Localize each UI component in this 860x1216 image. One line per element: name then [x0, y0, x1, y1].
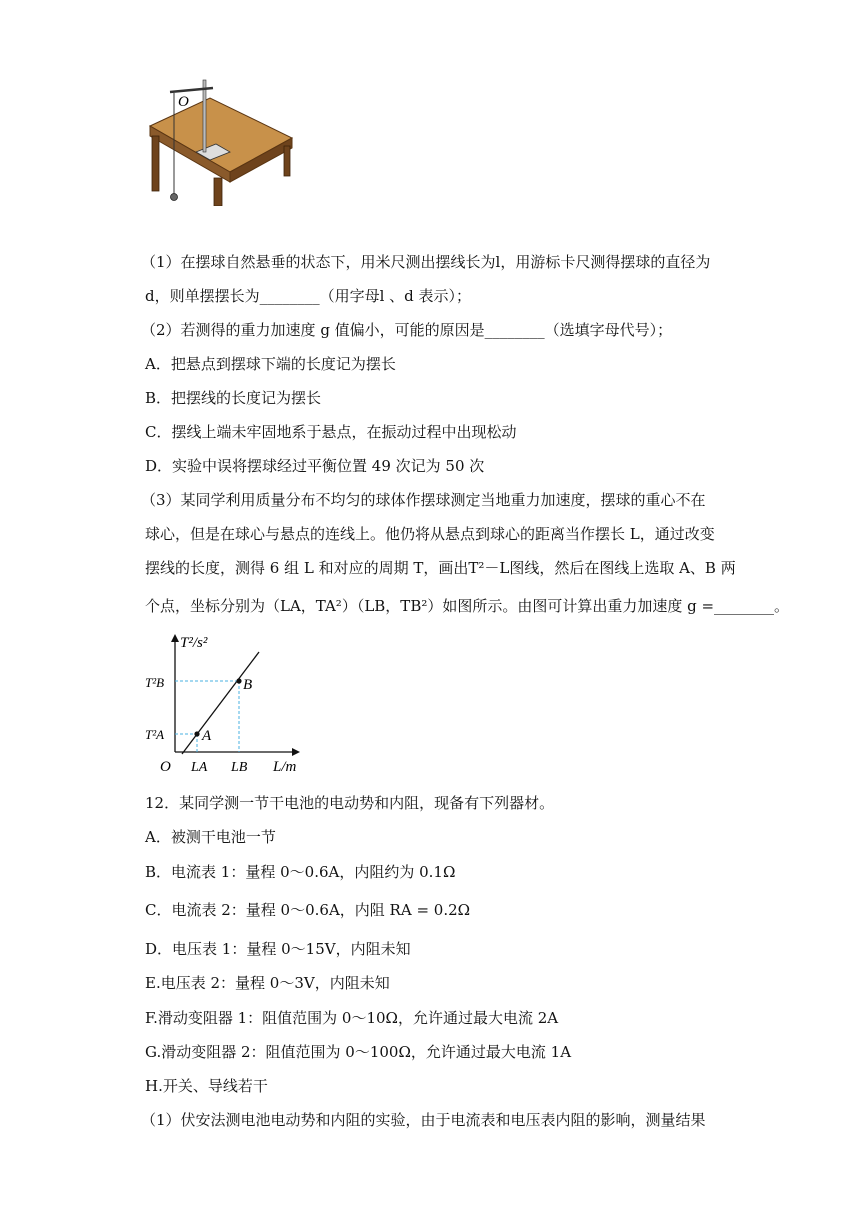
origin-label: O: [160, 759, 171, 775]
t2-l-graph: [140, 632, 315, 782]
q11-part2: （2）若测得的重力加速度 g 值偏小，可能的原因是________（选填字母代号）；: [141, 321, 673, 339]
q12-part1: （1）伏安法测电池电动势和内阻的实验，由于电流表和电压表内阻的影响，测量结果: [141, 1111, 706, 1129]
q11-option-a: A．把悬点到摆球下端的长度记为摆长: [145, 355, 396, 373]
q12-item-d: D．电压表 1：量程 0～15V，内阻未知: [145, 940, 411, 958]
pendulum-figure: [140, 76, 300, 206]
q12-item-a: A．被测干电池一节: [145, 828, 276, 846]
x-axis-arrow: [292, 748, 300, 756]
point-b-marker: [236, 678, 241, 683]
q12-item-b: B．电流表 1：量程 0～0.6A，内阻约为 0.1Ω: [145, 863, 456, 881]
q12-item-g: G.滑动变阻器 2：阻值范围为 0～100Ω，允许通过最大电流 1A: [145, 1043, 572, 1061]
stand-pole: [203, 80, 206, 152]
q11-part1-line1: （1）在摆球自然悬垂的状态下，用米尺测出摆线长为l，用游标卡尺测得摆球的直径为: [141, 253, 711, 271]
q11-part3-line2: 球心，但是在球心与悬点的连线上。他仍将从悬点到球心的距离当作摆长 L，通过改变: [145, 525, 715, 543]
pivot-label-O: O: [178, 94, 189, 110]
table-top: [150, 98, 292, 172]
q11-option-d: D．实验中误将摆球经过平衡位置 49 次记为 50 次: [145, 457, 485, 475]
y-axis-label: T²/s²: [180, 635, 208, 651]
tick-lb-label: LB: [231, 760, 248, 775]
table-leg-left: [152, 136, 159, 191]
x-axis-label: L/m: [273, 759, 297, 775]
q11-option-c: C．摆线上端未牢固地系于悬点，在振动过程中出现松动: [145, 423, 517, 441]
q12-item-c: C．电流表 2：量程 0～0.6A，内阻 RA = 0.2Ω: [145, 901, 471, 919]
q12-item-h: H.开关、导线若干: [145, 1077, 268, 1095]
q11-part3-line1: （3）某同学利用质量分布不均匀的球体作摆球测定当地重力加速度，摆球的重心不在: [141, 491, 706, 509]
point-a-label: A: [202, 728, 212, 744]
q12-stem: 12．某同学测一节干电池的电动势和内阻，现备有下列器材。: [145, 794, 555, 812]
point-a-marker: [194, 731, 199, 736]
q12-item-f: F.滑动变阻器 1：阻值范围为 0～10Ω，允许通过最大电流 2A: [145, 1009, 559, 1027]
y-axis-arrow: [171, 634, 179, 642]
point-b-label: B: [243, 677, 253, 693]
table-leg-front: [214, 178, 222, 206]
q11-option-b: B．把摆线的长度记为摆长: [145, 389, 322, 407]
tick-ta-label: T²A: [145, 727, 165, 742]
pendulum-bob: [171, 194, 178, 201]
tick-la-label: LA: [191, 760, 208, 775]
q11-part3-line3: 摆线的长度，测得 6 组 L 和对应的周期 T，画出T²－L图线，然后在图线上选取 A、B 两: [145, 559, 736, 577]
tick-tb-label: T²B: [145, 675, 165, 690]
table-leg-right: [284, 146, 290, 176]
q12-item-e: E.电压表 2：量程 0～3V，内阻未知: [145, 974, 390, 992]
stand-arm: [170, 88, 213, 92]
fit-line: [182, 652, 259, 754]
q11-part1-line2: d，则单摆摆长为________（用字母l 、d 表示）；: [145, 287, 472, 305]
q11-part3-line4: 个点，坐标分别为（LA，TA²）（LB，TB²）如图所示。由图可计算出重力加速度 g =________。: [145, 597, 790, 615]
